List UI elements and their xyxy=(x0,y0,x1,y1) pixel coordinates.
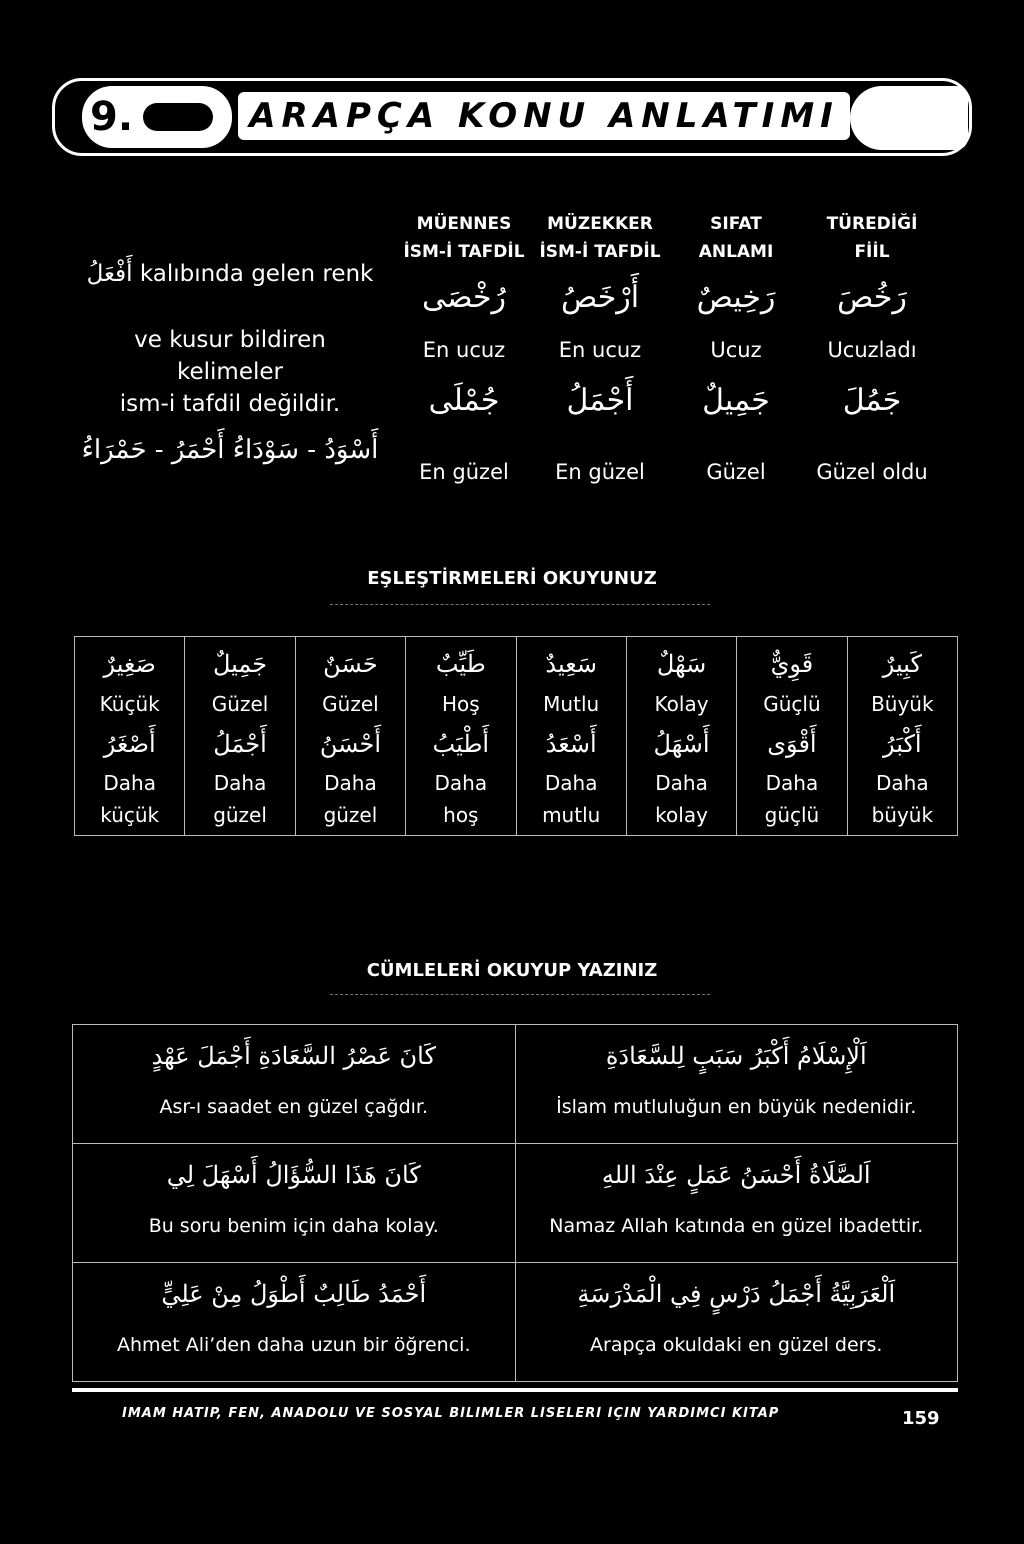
translation: Güzel xyxy=(211,692,269,716)
table-row xyxy=(73,1025,958,1144)
translation: Daha xyxy=(324,771,377,795)
translation: Büyük xyxy=(871,692,934,716)
match-cell xyxy=(626,637,736,836)
translation: Güzel xyxy=(706,460,766,484)
translation: En ucuz xyxy=(558,338,642,362)
translation: Asr-ı saadet en güzel çağdır. xyxy=(159,1096,429,1118)
arabic-word: أَحْسَنُ xyxy=(319,730,382,758)
translation: mutlu xyxy=(542,803,601,827)
translation: Daha xyxy=(434,771,488,795)
grammar-column xyxy=(666,210,806,492)
translation: güçlü xyxy=(764,803,820,827)
match-cell xyxy=(847,637,957,836)
grammar-column xyxy=(802,210,942,492)
translation: İslam mutluluğun en büyük nedenidir. xyxy=(556,1096,917,1118)
sentence-cell xyxy=(515,1263,958,1382)
translation: Namaz Allah katında en güzel ibadettir. xyxy=(549,1215,924,1237)
translation: güzel xyxy=(213,803,267,827)
column-subhead: ANLAMI xyxy=(698,242,774,262)
arabic-word: أَقْوَى xyxy=(767,730,817,758)
translation: En ucuz xyxy=(422,338,506,362)
translation: Güzel oldu xyxy=(816,460,928,484)
badge-decoration xyxy=(143,103,213,131)
footer-rule xyxy=(72,1388,958,1392)
translation: hoş xyxy=(443,803,479,827)
translation: En güzel xyxy=(419,460,509,484)
arabic-word: أَرْخَصُ xyxy=(560,280,640,315)
pattern-arabic: أَفْعَلُ xyxy=(86,261,133,287)
intro-line-2: ve kusur bildiren kelimeler xyxy=(134,327,326,385)
page-title: ARAPÇA KONU ANLATIMI xyxy=(238,92,850,140)
arabic-word: جَمُلَ xyxy=(842,383,902,418)
matching-table xyxy=(74,636,958,836)
translation: Daha xyxy=(876,771,929,795)
translation: Daha xyxy=(544,771,598,795)
translation: Ucuz xyxy=(710,338,762,362)
translation: Daha xyxy=(655,771,708,795)
table-row xyxy=(73,1144,958,1263)
table-row xyxy=(73,1263,958,1382)
sentence-cell xyxy=(73,1025,516,1144)
column-head: MÜENNES xyxy=(416,214,512,234)
translation: büyük xyxy=(871,803,934,827)
arabic-sentence: أَحْمَدُ طَالِبٌ أَطْوَلُ مِنْ عَلِيٍّ xyxy=(161,1280,427,1308)
divider xyxy=(330,604,710,605)
column-head: TÜREDİĞİ xyxy=(826,214,918,234)
column-head: MÜZEKKER xyxy=(547,214,653,234)
sentence-cell xyxy=(515,1144,958,1263)
arabic-word: رَخِيصٌ xyxy=(696,280,776,315)
arabic-word: جُمْلَى xyxy=(428,383,500,418)
match-cell xyxy=(737,637,847,836)
translation: Bu soru benim için daha kolay. xyxy=(148,1215,439,1237)
banner-end-decoration xyxy=(850,86,968,150)
arabic-word: سَهْلٌ xyxy=(656,650,707,678)
translation: Daha xyxy=(103,771,156,795)
arabic-word: أَسْعَدُ xyxy=(545,730,597,758)
intro-examples: أَسْوَدُ - سَوْدَاءُ أَحْمَرُ - حَمْرَاءُ xyxy=(81,435,379,465)
translation: Daha xyxy=(213,771,267,795)
sentence-cell xyxy=(515,1025,958,1144)
translation: kolay xyxy=(655,803,708,827)
arabic-word: أَكْبَرُ xyxy=(883,730,922,758)
arabic-word: أَسْهَلُ xyxy=(653,730,710,758)
translation: Hoş xyxy=(441,692,480,716)
column-subhead: İSM-İ TAFDİL xyxy=(403,242,525,262)
translation: Ahmet Ali’den daha uzun bir öğrenci. xyxy=(117,1334,471,1356)
arabic-word: طَيِّبٌ xyxy=(435,650,486,678)
table-row xyxy=(75,637,958,836)
translation: Güzel xyxy=(322,692,379,716)
arabic-sentence: كَانَ هَذَا السُّؤَالُ أَسْهَلَ لِي xyxy=(166,1161,421,1189)
arabic-word: أَطْيَبُ xyxy=(432,730,490,758)
translation: Arapça okuldaki en güzel ders. xyxy=(590,1334,883,1356)
sentences-title: CÜMLELERİ OKUYUP YAZINIZ xyxy=(366,960,658,981)
translation: Ucuzladı xyxy=(827,338,917,362)
pattern-text: kalıbında gelen renk xyxy=(139,261,374,287)
match-cell xyxy=(185,637,295,836)
footer-text: İMAM HATİP, FEN, ANADOLU VE SOSYAL BİLİMLER LİSELERİ İÇİN YARDIMCI KİTAP xyxy=(122,1406,780,1421)
translation: güzel xyxy=(323,803,378,827)
unit-badge xyxy=(82,86,232,148)
intro-line-3: ism-i tafdil değildir. xyxy=(119,391,341,417)
arabic-word: حَسَنٌ xyxy=(323,650,378,678)
arabic-word: سَعِيدٌ xyxy=(545,650,597,678)
column-subhead: İSM-İ TAFDİL xyxy=(539,242,661,262)
sentence-cell xyxy=(73,1263,516,1382)
matching-title: EŞLEŞTİRMELERİ OKUYUNUZ xyxy=(367,568,657,589)
translation: En güzel xyxy=(555,460,645,484)
arabic-word: كَبِيرٌ xyxy=(882,650,922,678)
translation: Mutlu xyxy=(543,692,600,716)
unit-number: 9. xyxy=(90,94,134,140)
divider xyxy=(330,994,710,995)
column-head: SIFAT xyxy=(710,214,762,234)
arabic-word: أَجْمَلُ xyxy=(213,730,267,758)
arabic-word: أَجْمَلُ xyxy=(566,383,634,418)
translation: Güçlü xyxy=(763,692,821,716)
column-subhead: FİİL xyxy=(854,242,890,262)
arabic-word: أَصْغَرُ xyxy=(103,730,156,758)
grammar-column xyxy=(530,210,670,492)
arabic-word: جَمِيلٌ xyxy=(702,383,770,418)
arabic-word: صَغِيرٌ xyxy=(103,650,156,678)
intro-note xyxy=(80,258,380,466)
arabic-sentence: اَلْعَرَبِيَّةُ أَجْمَلُ دَرْسٍ فِي الْمَدْرَسَةِ xyxy=(577,1280,896,1308)
arabic-word: جَمِيلٌ xyxy=(212,650,268,678)
match-cell xyxy=(295,637,405,836)
intro-line-1 xyxy=(80,258,380,290)
page-number: 159 xyxy=(902,1408,940,1429)
translation: Küçük xyxy=(99,692,160,716)
arabic-sentence: اَلْإِسْلَامُ أَكْبَرُ سَبَبٍ لِلسَّعَادَةِ xyxy=(605,1042,867,1070)
match-cell xyxy=(75,637,185,836)
arabic-word: قَوِيٌّ xyxy=(770,650,814,678)
arabic-sentence: اَلصَّلَاةُ أَحْسَنُ عَمَلٍ عِنْدَ اللهِ xyxy=(601,1161,871,1189)
translation: küçük xyxy=(100,803,160,827)
sentence-cell xyxy=(73,1144,516,1263)
arabic-word: رَخُصَ xyxy=(837,280,907,315)
sentences-table xyxy=(72,1024,958,1382)
translation: Daha xyxy=(765,771,819,795)
arabic-sentence: كَانَ عَصْرُ السَّعَادَةِ أَجْمَلَ عَهْدٍ xyxy=(151,1042,436,1070)
match-cell xyxy=(516,637,626,836)
translation: Kolay xyxy=(654,692,709,716)
match-cell xyxy=(406,637,516,836)
arabic-word: رُخْصَى xyxy=(421,280,507,315)
grammar-column xyxy=(394,210,534,492)
